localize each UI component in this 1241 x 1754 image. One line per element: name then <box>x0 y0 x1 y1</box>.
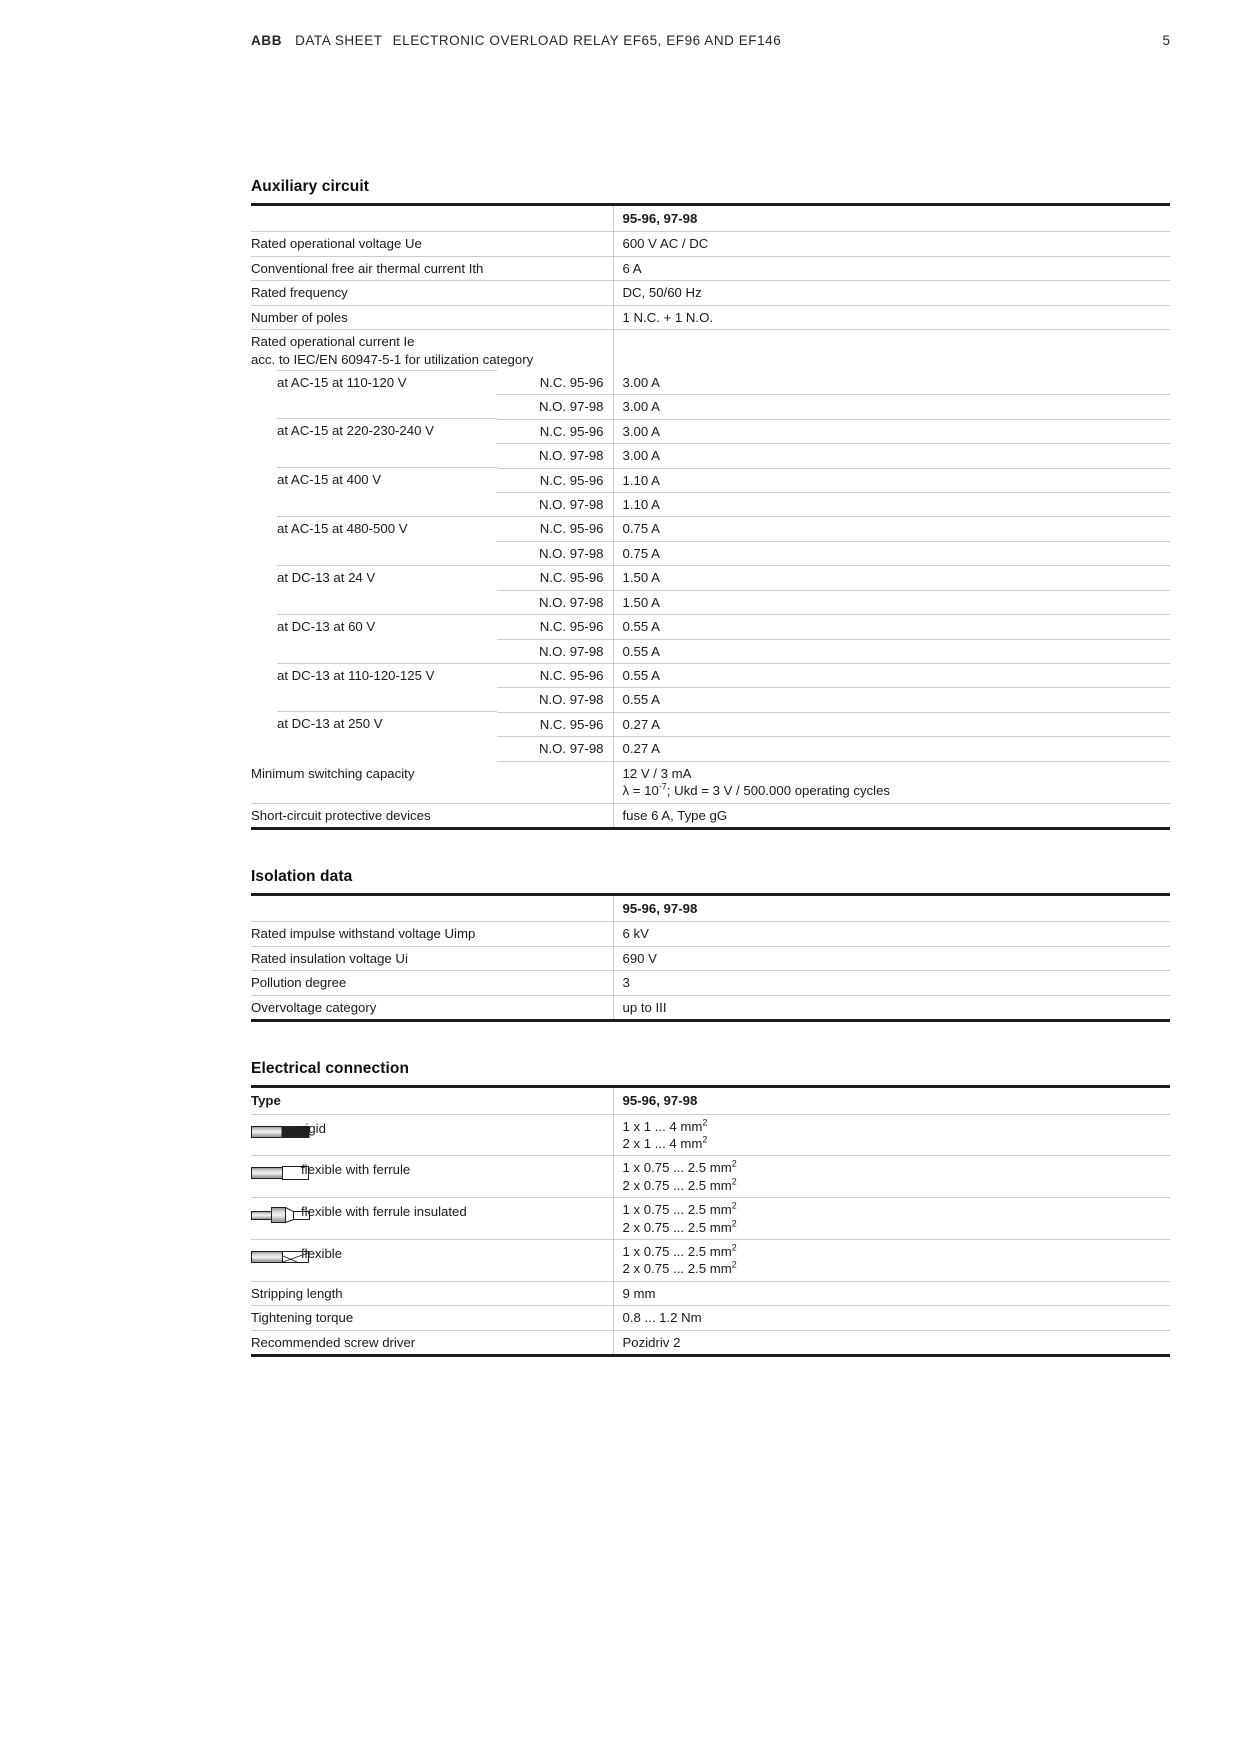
table-row <box>251 1330 1170 1355</box>
sub-row-label <box>251 493 497 517</box>
wire-rigid-icon <box>251 1114 291 1156</box>
wire-ferrule-insulated-icon <box>251 1198 291 1240</box>
unit-exponent: 2 <box>702 1134 708 1145</box>
sub-row-value: 0.55 A <box>613 664 1170 688</box>
sub-row-value: 0.75 A <box>613 517 1170 541</box>
sub-row-value: 3.00 A <box>613 419 1170 443</box>
table-row-sub <box>251 590 1170 614</box>
conductor-value-text: 2 x 1 ... 4 mm <box>622 1135 703 1151</box>
table-row-sub <box>251 468 1170 492</box>
sub-row-value: 3.00 A <box>613 371 1170 395</box>
sub-row-label: at AC-15 at 110-120 V <box>251 371 497 395</box>
sub-row-contact: N.O. 97-98 <box>497 688 613 712</box>
conductor-value-line-2 <box>623 1260 1171 1277</box>
conductor-name: rigid <box>291 1114 613 1156</box>
header-blank-cell-2 <box>497 205 613 232</box>
conductor-value-text: 2 x 0.75 ... 2.5 mm <box>622 1261 732 1277</box>
sub-row-contact: N.C. 95-96 <box>497 664 613 688</box>
header-blank-cell <box>251 894 613 921</box>
table-header-row <box>251 894 1170 921</box>
conductor-value <box>613 1198 1170 1240</box>
conductor-value-line-1 <box>623 1201 1171 1218</box>
conductor-value-text: 2 x 0.75 ... 2.5 mm <box>622 1177 732 1193</box>
document-type: DATA SHEET <box>295 33 383 48</box>
sub-row-contact: N.C. 95-96 <box>497 517 613 541</box>
table-row <box>251 922 1170 946</box>
row-label: Short-circuit protective devices <box>251 803 613 828</box>
auxiliary-circuit-table <box>251 203 1170 830</box>
sub-row-label: at DC-13 at 60 V <box>251 615 497 639</box>
row-label: Rated operational voltage Ue <box>251 232 613 256</box>
unit-exponent: 2 <box>731 1200 737 1211</box>
wire-ferrule-icon <box>251 1156 291 1198</box>
row-value: fuse 6 A, Type gG <box>613 803 1170 828</box>
conductor-value <box>613 1114 1170 1156</box>
column-header-contacts: 95-96, 97-98 <box>613 205 1170 232</box>
row-label: Overvoltage category <box>251 995 613 1020</box>
row-value: 9 mm <box>613 1281 1170 1305</box>
row-label: Conventional free air thermal current Ith <box>251 256 613 280</box>
sub-row-contact: N.C. 95-96 <box>497 615 613 639</box>
row-label: Minimum switching capacity <box>251 761 613 803</box>
sub-row-contact: N.O. 97-98 <box>497 737 613 761</box>
row-value <box>613 761 1170 803</box>
section-title-auxiliary-circuit: Auxiliary circuit <box>251 178 369 195</box>
sub-row-value: 1.10 A <box>613 493 1170 517</box>
conductor-value-line-2 <box>623 1177 1171 1194</box>
lambda-expression-post: ; Ukd = 3 V / 500.000 operating cycles <box>666 783 891 799</box>
sub-row-contact: N.O. 97-98 <box>497 493 613 517</box>
wire-flexible-icon <box>251 1240 291 1282</box>
unit-exponent: 2 <box>731 1260 737 1271</box>
group-value <box>613 330 1170 371</box>
row-value: 1 N.C. + 1 N.O. <box>613 305 1170 329</box>
unit-exponent: 2 <box>702 1117 708 1128</box>
table-row-sub <box>251 517 1170 541</box>
section-auxiliary-circuit <box>251 178 1170 830</box>
sub-row-label: at AC-15 at 480-500 V <box>251 517 497 541</box>
table-row-sub <box>251 419 1170 443</box>
unit-exponent: 2 <box>731 1176 737 1187</box>
conductor-row <box>251 1198 1170 1240</box>
sub-row-label: at AC-15 at 400 V <box>251 468 497 492</box>
table-header-row <box>251 1087 1170 1114</box>
unit-exponent: 2 <box>731 1158 737 1169</box>
sub-row-contact: N.C. 95-96 <box>497 566 613 590</box>
table-row-min-switching <box>251 761 1170 803</box>
table-row-sub <box>251 493 1170 517</box>
sub-row-label <box>251 395 497 419</box>
sub-row-label <box>251 688 497 712</box>
conductor-row <box>251 1240 1170 1282</box>
electrical-connection-table <box>251 1085 1170 1357</box>
sub-row-contact: N.O. 97-98 <box>497 541 613 565</box>
table-row-sub <box>251 639 1170 663</box>
table-row-sub <box>251 615 1170 639</box>
conductor-value-line-2 <box>623 1135 1171 1152</box>
lambda-expression-pre: λ = 10 <box>622 783 659 799</box>
sub-row-label: at AC-15 at 220-230-240 V <box>251 419 497 443</box>
sub-row-contact: N.O. 97-98 <box>497 395 613 419</box>
sub-row-label <box>251 590 497 614</box>
sub-row-contact: N.C. 95-96 <box>497 712 613 736</box>
column-header-contacts: 95-96, 97-98 <box>613 894 1170 921</box>
row-label: Pollution degree <box>251 971 613 995</box>
sub-row-value: 1.10 A <box>613 468 1170 492</box>
sub-row-label <box>251 737 497 761</box>
table-row-sub <box>251 664 1170 688</box>
table-row <box>251 1281 1170 1305</box>
lambda-exponent: -7 <box>658 781 667 792</box>
conductor-value-text: 2 x 0.75 ... 2.5 mm <box>622 1219 732 1235</box>
row-value: 6 kV <box>613 922 1170 946</box>
table-row-sub <box>251 712 1170 736</box>
section-isolation-data <box>251 868 1170 1022</box>
sub-row-contact: N.O. 97-98 <box>497 639 613 663</box>
table-row-group-header <box>251 330 1170 371</box>
sub-row-value: 0.55 A <box>613 639 1170 663</box>
row-label: Rated insulation voltage Ui <box>251 946 613 970</box>
row-value: 600 V AC / DC <box>613 232 1170 256</box>
conductor-name: flexible with ferrule <box>291 1156 613 1198</box>
isolation-data-table <box>251 893 1170 1022</box>
table-row-sub <box>251 541 1170 565</box>
group-label-line-2: acc. to IEC/EN 60947-5-1 for utilization category <box>251 351 534 367</box>
conductor-name: flexible <box>291 1240 613 1282</box>
table-row <box>251 946 1170 970</box>
page-content <box>251 178 1170 1357</box>
table-row <box>251 281 1170 305</box>
column-header-contacts: 95-96, 97-98 <box>613 1087 1170 1114</box>
row-label: Number of poles <box>251 305 613 329</box>
table-row-short-circuit <box>251 803 1170 828</box>
section-electrical-connection <box>251 1060 1170 1357</box>
page-number: 5 <box>1162 33 1170 48</box>
table-row <box>251 305 1170 329</box>
table-row-sub <box>251 395 1170 419</box>
sub-row-label: at DC-13 at 250 V <box>251 712 497 736</box>
unit-exponent: 2 <box>731 1218 737 1229</box>
conductor-value-line-2 <box>623 1219 1171 1236</box>
row-label: Recommended screw driver <box>251 1330 613 1355</box>
row-value: 3 <box>613 971 1170 995</box>
sub-row-label <box>251 639 497 663</box>
row-label: Stripping length <box>251 1281 613 1305</box>
conductor-value <box>613 1240 1170 1282</box>
sub-row-label: at DC-13 at 110-120-125 V <box>251 664 497 688</box>
column-header-type: Type <box>251 1087 613 1114</box>
conductor-value-line-1 <box>623 1243 1171 1260</box>
conductor-value-line-1 <box>623 1159 1171 1176</box>
sub-row-label <box>251 444 497 468</box>
sub-row-label <box>251 541 497 565</box>
section-title-isolation-data: Isolation data <box>251 867 353 885</box>
conductor-name: flexible with ferrule insulated <box>291 1198 613 1240</box>
min-switching-line-2 <box>623 782 1171 799</box>
conductor-row <box>251 1114 1170 1156</box>
row-label: Rated impulse withstand voltage Uimp <box>251 922 613 946</box>
sub-row-value: 0.75 A <box>613 541 1170 565</box>
row-value: 690 V <box>613 946 1170 970</box>
group-label-line-1: Rated operational current Ie <box>251 334 415 350</box>
sub-row-value: 0.27 A <box>613 712 1170 736</box>
section-title-electrical-connection: Electrical connection <box>251 1060 410 1078</box>
table-row <box>251 232 1170 256</box>
sub-row-contact: N.C. 95-96 <box>497 371 613 395</box>
sub-row-value: 3.00 A <box>613 395 1170 419</box>
table-row-sub <box>251 688 1170 712</box>
table-row <box>251 256 1170 280</box>
conductor-value <box>613 1156 1170 1198</box>
row-value: 0.8 ... 1.2 Nm <box>613 1306 1170 1330</box>
page-header <box>251 33 1170 48</box>
table-row-sub <box>251 444 1170 468</box>
table-row <box>251 1306 1170 1330</box>
conductor-value-text: 1 x 0.75 ... 2.5 mm <box>622 1244 732 1260</box>
abb-logo: ABB <box>251 33 283 48</box>
sub-row-value: 1.50 A <box>613 590 1170 614</box>
table-row-sub <box>251 737 1170 761</box>
row-value: DC, 50/60 Hz <box>613 281 1170 305</box>
header-title-group <box>251 33 781 48</box>
sub-row-label: at DC-13 at 24 V <box>251 566 497 590</box>
header-blank-cell <box>251 205 497 232</box>
conductor-value-text: 1 x 0.75 ... 2.5 mm <box>622 1202 732 1218</box>
conductor-value-text: 1 x 1 ... 4 mm <box>622 1118 703 1134</box>
sub-row-contact: N.O. 97-98 <box>497 590 613 614</box>
row-label: Tightening torque <box>251 1306 613 1330</box>
row-label: Rated frequency <box>251 281 613 305</box>
min-switching-line-1: 12 V / 3 mA <box>622 765 692 781</box>
row-value: 6 A <box>613 256 1170 280</box>
document-title: ELECTRONIC OVERLOAD RELAY EF65, EF96 AND EF146 <box>392 33 782 48</box>
sub-row-value: 0.55 A <box>613 688 1170 712</box>
sub-row-contact: N.C. 95-96 <box>497 419 613 443</box>
sub-row-value: 0.55 A <box>613 615 1170 639</box>
unit-exponent: 2 <box>731 1242 737 1253</box>
table-row-sub <box>251 371 1170 395</box>
group-label <box>251 330 613 371</box>
table-row <box>251 995 1170 1020</box>
conductor-value-line-1 <box>623 1118 1171 1135</box>
sub-row-value: 3.00 A <box>613 444 1170 468</box>
sub-row-contact: N.O. 97-98 <box>497 444 613 468</box>
row-value: Pozidriv 2 <box>613 1330 1170 1355</box>
conductor-value-text: 1 x 0.75 ... 2.5 mm <box>622 1160 732 1176</box>
sub-row-value: 0.27 A <box>613 737 1170 761</box>
conductor-row <box>251 1156 1170 1198</box>
sub-row-value: 1.50 A <box>613 566 1170 590</box>
table-row-sub <box>251 566 1170 590</box>
table-row <box>251 971 1170 995</box>
row-value: up to III <box>613 995 1170 1020</box>
table-header-row <box>251 205 1170 232</box>
sub-row-contact: N.C. 95-96 <box>497 468 613 492</box>
